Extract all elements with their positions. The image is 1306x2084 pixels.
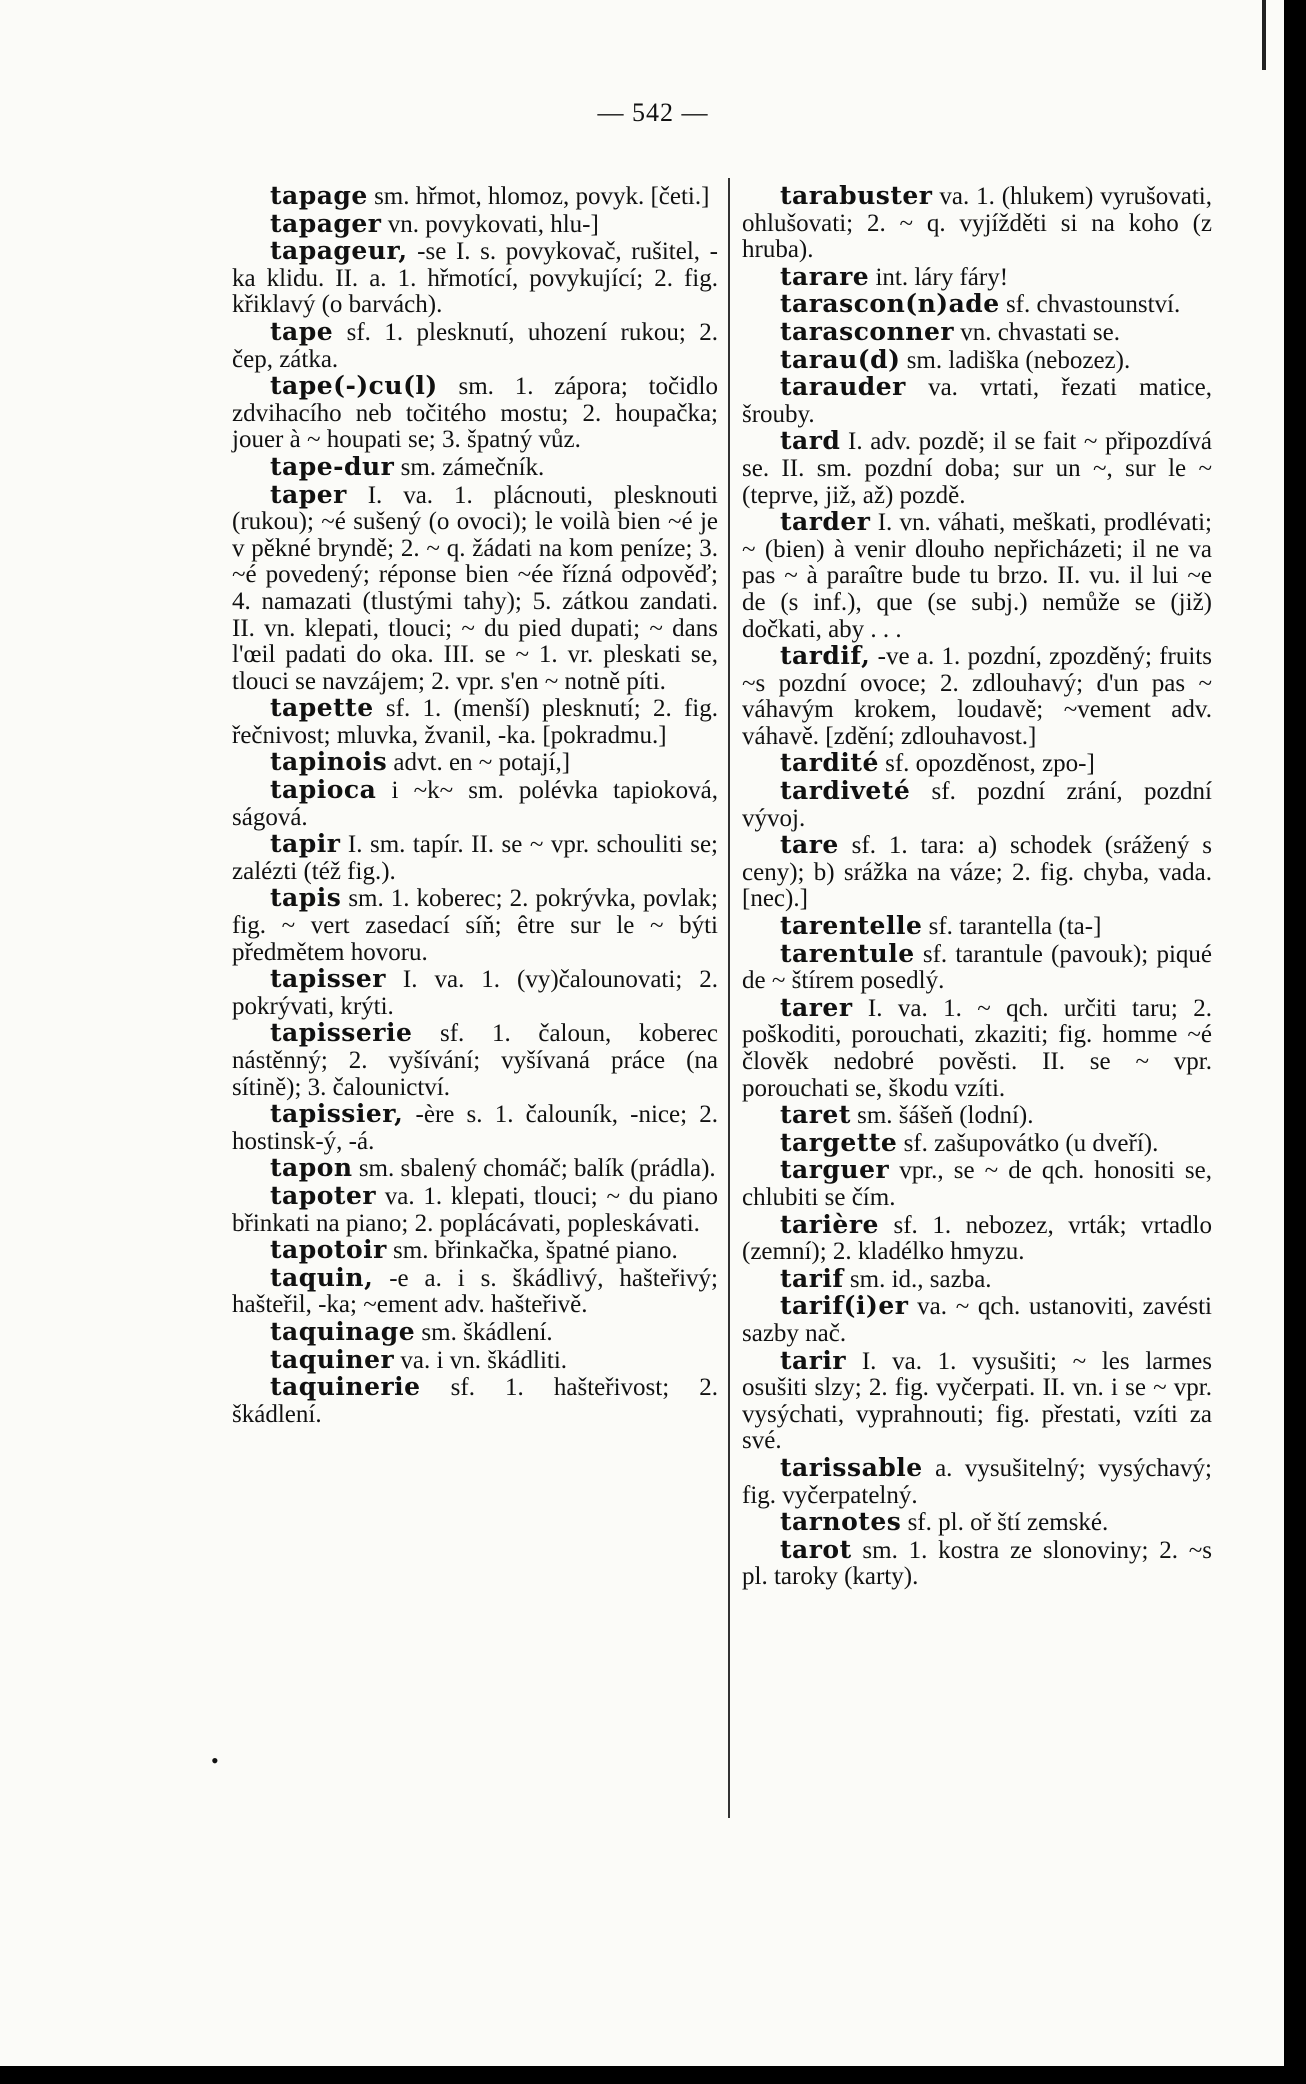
entry-tapoter: tapoter va. 1. klepati, tlouci; ~ du piano břinkati na piano; 2. poplácávati, popleskávati. (232, 1180, 718, 1237)
entry-tarissable: tarissable a. vysušitelný; vysýchavý; fig. vyčerpatelný. (742, 1452, 1212, 1509)
entry-tapisser: tapisser I. va. 1. (vy)čalounovati; 2. pokrývati, krýti. (232, 964, 718, 1020)
entry-tardivete: tardiveté sf. pozdní zrání, pozdní vývoj. (742, 776, 1212, 832)
entry-tapageur: tapageur, -se I. s. povykovač, rušitel, -ka klidu. II. a. 1. hřmotící, povykující; 2. fig. křiklavý (o barvách). (232, 236, 718, 319)
scan-mark (1262, 0, 1266, 70)
entry-tarnotes: tarnotes sf. pl. oř ští zemské. (780, 1507, 1109, 1537)
entry-tapis: tapis sm. 1. koberec; 2. pokrývka, povlak; fig. ~ vert zasedací síň; être sur le ~ býti předmětem hovoru. (232, 883, 718, 966)
entry-tarabuster: tarabuster va. 1. (hlukem) vyrušovati, ohlušovati; 2. ~ q. vyjížděti si na koho (z hruba). (742, 181, 1212, 264)
entry-tapisserie: tapisserie sf. 1. čaloun, koberec nástěnný; 2. vyšívání; vyšívaná práce (na sítině); 3. čalounictví. (232, 1018, 718, 1101)
entry-tarare: tarare int. láry fáry! (780, 261, 1009, 291)
entry-tarasconnade: tarascon(n)ade sf. chvastounství. (780, 289, 1181, 319)
entry-targette: targette sf. zašupovátko (u dveří). (780, 1127, 1159, 1157)
entry-tarir: tarir I. va. 1. vysušiti; ~ les larmes osušiti slzy; 2. fig. vyčerpati. II. vn. i se ~ vpr. vysýchati, vyprahnouti; fig. přestati, vzíti za své. (742, 1345, 1212, 1455)
entry-taret: taret sm. šášeň (lodní). (780, 1100, 1034, 1130)
entry-tarentule: tarentule sf. tarantule (pavouk); piqué de ~ štírem posedlý. (742, 938, 1212, 995)
entry-tariere: tarière sf. 1. nebozez, vrták; vrtadlo (zemní); 2. kladélko hmyzu. (742, 1209, 1212, 1266)
entry-tapissier: tapissier, -ère s. 1. čalouník, -nice; 2. hostinsk-ý, -á. (232, 1099, 718, 1155)
entry-taraud: tarau(d) sm. ladiška (nebozez). (780, 344, 1131, 374)
scan-border-right (1284, 0, 1306, 2084)
entry-tapotoir: tapotoir sm. břinkačka, špatné piano. (270, 1235, 678, 1265)
entry-taquinage: taquinage sm. škádlení. (270, 1316, 553, 1346)
entry-tapette: tapette sf. 1. (menší) plesknutí; 2. fig. řečnivost; mluvka, žvanil, -ka. [pokradmu.] (232, 693, 718, 749)
entry-tarifer: tarif(i)er va. ~ qch. ustanoviti, zavésti sazby nač. (742, 1291, 1212, 1347)
entry-tapage: tapage sm. hřmot, hlomoz, povyk. [četi.] (270, 181, 710, 210)
entry-tarasconner: tarasconner vn. chvastati se. (780, 316, 1120, 346)
entry-tardif: tardif, -ve a. 1. pozdní, zpozděný; fruits ~s pozdní ovoce; 2. zdlouhavý; d'un pas ~ váhavým krokem, loudavě; ~vement adv. váhavě. [zdění; zdlouhavost.] (742, 641, 1212, 750)
margin-dot: • (211, 1748, 219, 1773)
entry-tapecul: tape(-)cu(l) sm. 1. zápora; točidlo zdvihacího neb točitého mostu; 2. houpačka; jouer à ~ houpati se; 3. špatný vůz. (232, 371, 718, 454)
entry-tarauder: tarauder va. vrtati, řezati matice, šrouby. (742, 372, 1212, 428)
entry-tapir: tapir I. sm. tapír. II. se ~ vpr. schouliti se; zalézti (též fig.). (232, 829, 718, 885)
left-column (232, 183, 718, 1428)
entry-tarentelle: tarentelle sf. tarantella (ta-] (780, 911, 1102, 941)
entry-tape-dur: tape-dur sm. zámečník. (270, 451, 545, 481)
right-column (742, 183, 1212, 1591)
entry-tapon: tapon sm. sbalený chomáč; balík (prádla). (270, 1153, 716, 1183)
scan-border-bottom (0, 2066, 1306, 2084)
entry-tare: tare sf. 1. tara: a) schodek (srážený s ceny); b) srážka na váze; 2. fig. chyba, vada. [nec).] (742, 830, 1212, 913)
entry-targuer: targuer vpr., se ~ de qch. honositi se, chlubiti se čím. (742, 1155, 1212, 1211)
entry-taquin: taquin, -e a. i s. škádlivý, hašteřivý; hašteřil, -ka; ~ement adv. hašteřivě. (232, 1262, 718, 1319)
entry-tapinois: tapinois advt. en ~ potají,] (270, 747, 571, 777)
entry-taper: taper I. va. 1. plácnouti, plesknouti (rukou); ~é sušený (o ovoci); le voilà bien ~é je v pěkné bryndě; 2. ~ q. žádati na kom peníze; 3. ~é povedený; réponse bien ~ée řízná odpověď; 4. namazati (tlustými tahy); 5. zátkou zandati. II. vn. klepati, tlouci; ~ du pied dupati; ~ dans l'œil padati do oka. III. se ~ 1. vr. pleskati se, tlouci se navzájem; 2. vpr. s'en ~ notně píti. (232, 479, 718, 695)
entry-tape: tape sf. 1. plesknutí, uhození rukou; 2. čep, zátka. (232, 316, 718, 373)
entry-tardite: tardité sf. opozděnost, zpo-] (780, 748, 1095, 778)
entry-tarder: tarder I. vn. váhati, meškati, prodlévati; ~ (bien) à venir dlouho nepřicházeti; il ne va pas ~ à paraître bude tu brzo. II. vu. il lui ~e de (s inf.), que (se subj.) nemůže se (již) dočkati, aby . . . (742, 507, 1212, 643)
entry-taquiner: taquiner va. i vn. škádliti. (270, 1344, 568, 1374)
entry-taquinerie: taquinerie sf. 1. hašteřivost; 2. škádlení. (232, 1372, 718, 1428)
entry-tarif: tarif sm. id., sazba. (780, 1263, 992, 1293)
entry-tard: tard I. adv. pozdě; il se fait ~ připozdívá se. II. sm. pozdní doba; sur un ~, sur le ~ (teprve, již, až) pozdě. (742, 426, 1212, 509)
entry-tapioca: tapioca i ~k~ sm. polévka tapioková, ságová. (232, 775, 718, 831)
page-number: — 542 — (597, 98, 709, 127)
entry-tapager: tapager vn. povykovati, hlu-] (270, 208, 599, 238)
entry-tarot: tarot sm. 1. kostra ze slonoviny; 2. ~s pl. taroky (karty). (742, 1534, 1212, 1591)
column-divider (728, 178, 730, 1818)
entry-tarer: tarer I. va. 1. ~ qch. určiti taru; 2. poškoditi, porouchati, zkaziti; fig. homme ~é člověk nedobré pověsti. II. se ~ vpr. porouchati se, škodu vzíti. (742, 992, 1212, 1102)
